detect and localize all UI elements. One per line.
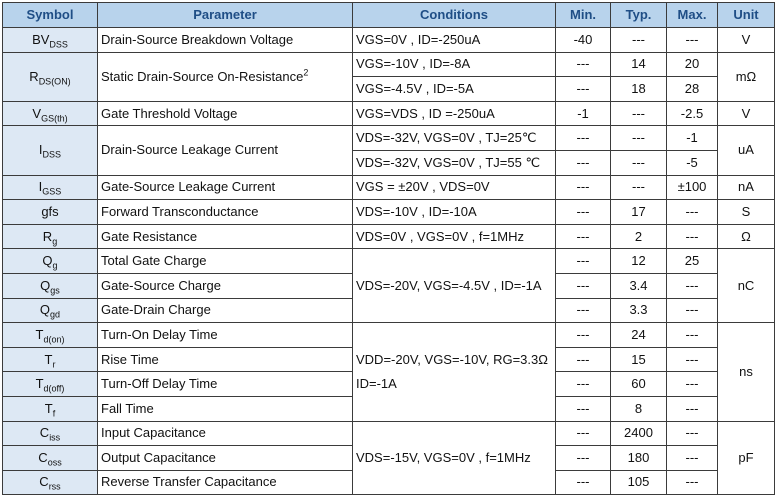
table-row [3,175,775,200]
conditions-cell: VGS = ±20V , VDS=0V [353,175,556,200]
max-cell: --- [667,28,718,53]
symbol-cell: $T_r$ [3,347,98,372]
symbol-cell: $C_{oss}$ [3,446,98,471]
typ-cell: 180 [611,446,667,471]
parameter-cell: Fall Time [98,396,353,421]
unit-cell: uA [718,126,775,175]
parameter-cell: Gate Resistance [98,224,353,249]
symbol-cell: $T_{d(off)}$ [3,372,98,397]
max-cell: --- [667,470,718,495]
table-row [3,323,775,348]
min-cell: -40 [556,28,611,53]
table-row [3,28,775,53]
unit-cell: V [718,28,775,53]
max-cell: --- [667,323,718,348]
min-cell: --- [556,421,611,446]
conditions-cell [353,323,556,421]
max-cell: ±100 [667,175,718,200]
parameter-cell: Forward Transconductance [98,200,353,225]
symbol-cell: $V_{GS(th)}$ [3,101,98,126]
parameter-cell: Reverse Transfer Capacitance [98,470,353,495]
min-cell: --- [556,372,611,397]
parameter-cell: Output Capacitance [98,446,353,471]
parameter-cell: Gate-Source Charge [98,273,353,298]
table-row [3,126,775,151]
table-row [3,249,775,274]
header-row [3,3,775,28]
typ-cell: 8 [611,396,667,421]
table-row [3,52,775,77]
min-cell: --- [556,200,611,225]
unit-cell: Ω [718,224,775,249]
symbol-cell: $R_g$ [3,224,98,249]
max-cell: -5 [667,150,718,175]
conditions-cell: VGS=-10V , ID=-8A [353,52,556,77]
symbol-cell: $T_f$ [3,396,98,421]
max-cell: -2.5 [667,101,718,126]
parameter-cell: Input Capacitance [98,421,353,446]
typ-cell: 2 [611,224,667,249]
max-cell: 20 [667,52,718,77]
symbol-cell: $Q_{gs}$ [3,273,98,298]
min-cell: --- [556,273,611,298]
header-parameter: Parameter [98,3,353,28]
header-min: Min. [556,3,611,28]
symbol-cell: $BV_{DSS}$ [3,28,98,53]
typ-cell: 18 [611,77,667,102]
min-cell: --- [556,298,611,323]
header-symbol: Symbol [3,3,98,28]
symbol-cell: $I_{GSS}$ [3,175,98,200]
conditions-cell: VDS=-15V, VGS=0V , f=1MHz [353,421,556,495]
table-row [3,224,775,249]
typ-cell: 14 [611,52,667,77]
parameter-cell: Drain-Source Leakage Current [98,126,353,175]
min-cell: --- [556,396,611,421]
parameter-cell: Turn-On Delay Time [98,323,353,348]
conditions-cell: VGS=VDS , ID =-250uA [353,101,556,126]
parameter-cell: Turn-Off Delay Time [98,372,353,397]
parameter-cell: Gate-Source Leakage Current [98,175,353,200]
header-conditions: Conditions [353,3,556,28]
parameter-cell: Gate-Drain Charge [98,298,353,323]
min-cell: --- [556,323,611,348]
min-cell: --- [556,446,611,471]
symbol-cell: $C_{iss}$ [3,421,98,446]
max-cell: --- [667,446,718,471]
typ-cell: 60 [611,372,667,397]
typ-cell: 17 [611,200,667,225]
typ-cell: --- [611,150,667,175]
unit-cell: pF [718,421,775,495]
max-cell: --- [667,200,718,225]
typ-cell: 15 [611,347,667,372]
conditions-cell: VDS=-10V , ID=-10A [353,200,556,225]
max-cell: --- [667,396,718,421]
header-max: Max. [667,3,718,28]
symbol-cell: $Q_g$ [3,249,98,274]
min-cell: --- [556,52,611,77]
min-cell: --- [556,77,611,102]
max-cell: --- [667,421,718,446]
min-cell: --- [556,175,611,200]
conditions-cell: VDS=0V , VGS=0V , f=1MHz [353,224,556,249]
min-cell: --- [556,470,611,495]
min-cell: -1 [556,101,611,126]
typ-cell: 2400 [611,421,667,446]
typ-cell: 105 [611,470,667,495]
symbol-cell: $R_{DS(ON)}$ [3,52,98,101]
min-cell: --- [556,347,611,372]
conditions-line: ID=-1A [356,375,397,391]
max-cell: --- [667,298,718,323]
unit-cell: ns [718,323,775,421]
max-cell: 25 [667,249,718,274]
typ-cell: 3.4 [611,273,667,298]
min-cell: --- [556,150,611,175]
unit-cell: nC [718,249,775,323]
conditions-cell: VDS=-20V, VGS=-4.5V , ID=-1A [353,249,556,323]
parameter-cell: Gate Threshold Voltage [98,101,353,126]
conditions-cell: VDS=-32V, VGS=0V , TJ=25℃ [353,126,556,151]
parameter-cell: Drain-Source Breakdown Voltage [98,28,353,53]
typ-cell: --- [611,28,667,53]
symbol-cell: $Q_{gd}$ [3,298,98,323]
header-typ: Typ. [611,3,667,28]
table-row [3,200,775,225]
min-cell: --- [556,249,611,274]
max-cell: --- [667,372,718,397]
max-cell: 28 [667,77,718,102]
unit-cell: mΩ [718,52,775,101]
unit-cell: nA [718,175,775,200]
table-row [3,421,775,446]
unit-cell: V [718,101,775,126]
typ-cell: --- [611,101,667,126]
max-cell: --- [667,273,718,298]
typ-cell: --- [611,126,667,151]
parameter-cell: Total Gate Charge [98,249,353,274]
typ-cell: 12 [611,249,667,274]
conditions-cell: VGS=-4.5V , ID=-5A [353,77,556,102]
conditions-cell: VGS=0V , ID=-250uA [353,28,556,53]
symbol-cell: $T_{d(on)}$ [3,323,98,348]
parameter-cell: Static Drain-Source On-Resistance$^2$ [98,52,353,101]
symbol-cell: $I_{DSS}$ [3,126,98,175]
conditions-cell: VDS=-32V, VGS=0V , TJ=55 ℃ [353,150,556,175]
symbol-cell: $C_{rss}$ [3,470,98,495]
unit-cell: S [718,200,775,225]
conditions-line: VDD=-20V, VGS=-10V, RG=3.3Ω [356,351,548,367]
max-cell: --- [667,224,718,249]
min-cell: --- [556,126,611,151]
electrical-characteristics-table-container [2,2,775,495]
typ-cell: 24 [611,323,667,348]
max-cell: --- [667,347,718,372]
typ-cell: --- [611,175,667,200]
electrical-characteristics-table [2,2,775,495]
min-cell: --- [556,224,611,249]
header-unit: Unit [718,3,775,28]
table-row [3,101,775,126]
typ-cell: 3.3 [611,298,667,323]
max-cell: -1 [667,126,718,151]
symbol-cell: gfs [3,200,98,225]
parameter-cell: Rise Time [98,347,353,372]
